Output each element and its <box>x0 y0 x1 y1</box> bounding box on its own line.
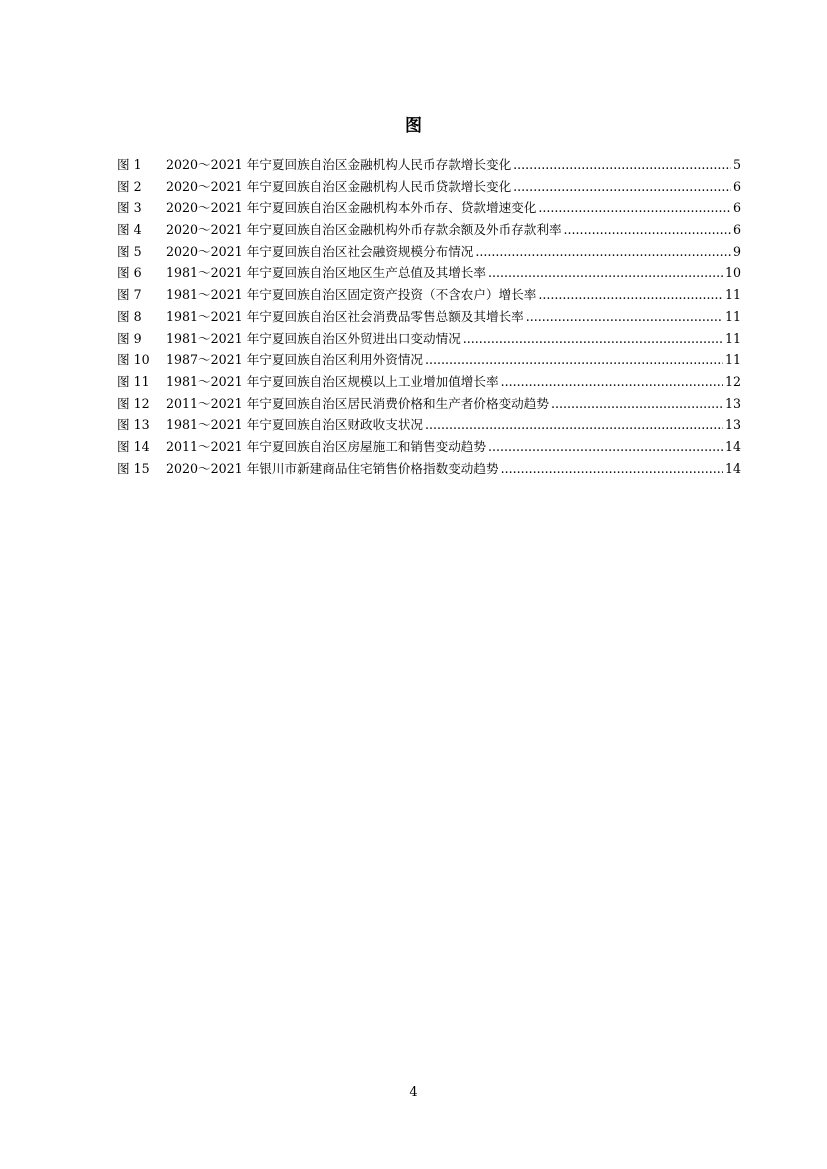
figure-label: 图 15 <box>117 460 150 476</box>
page-number: 9 <box>732 243 741 259</box>
dot-leader <box>501 371 723 393</box>
list-item[interactable] <box>117 436 741 458</box>
page-number: 11 <box>724 287 741 303</box>
figure-label: 图 1 <box>117 157 142 172</box>
page-number: 10 <box>724 265 741 281</box>
page-number: 14 <box>724 438 741 454</box>
figure-label: 图 8 <box>117 308 142 324</box>
figure-title: 2020～2021 年宁夏回族自治区社会融资规模分布情况 <box>166 243 474 259</box>
figure-title: 2020～2021 年宁夏回族自治区金融机构外币存款余额及外币存款利率 <box>166 222 562 238</box>
dot-leader <box>526 306 723 328</box>
page-number: 6 <box>732 200 741 216</box>
page-number: 11 <box>724 308 741 324</box>
dot-leader <box>475 241 731 263</box>
page-number: 6 <box>732 178 741 194</box>
page-number: 13 <box>724 395 741 411</box>
list-item[interactable] <box>117 328 741 350</box>
page-number: 12 <box>724 373 741 389</box>
figure-label: 图 3 <box>117 200 142 216</box>
figure-title: 2020～2021 年银川市新建商品住宅销售价格指数变动趋势 <box>166 460 499 476</box>
dot-leader <box>538 284 723 306</box>
footer-page-number: 4 <box>409 1085 418 1100</box>
figure-label: 图 14 <box>117 438 150 454</box>
figure-title: 1981～2021 年宁夏回族自治区地区生产总值及其增长率 <box>166 265 486 281</box>
figure-label: 图 7 <box>117 287 142 303</box>
list-item[interactable] <box>117 458 741 480</box>
figure-label: 图 12 <box>117 395 150 411</box>
dot-leader <box>538 197 731 219</box>
page-number: 11 <box>724 352 741 368</box>
figure-title: 2020～2021 年宁夏回族自治区金融机构人民币贷款增长变化 <box>166 178 512 194</box>
list-item[interactable] <box>117 219 741 241</box>
figure-label: 图 9 <box>117 330 142 346</box>
figure-label: 图 10 <box>117 352 150 368</box>
figure-label: 图 2 <box>117 178 142 194</box>
page-number: 6 <box>732 222 741 238</box>
list-item[interactable] <box>117 154 741 176</box>
page-number: 5 <box>732 157 741 172</box>
figure-title: 2011～2021 年宁夏回族自治区房屋施工和销售变动趋势 <box>166 438 486 454</box>
figure-title: 1981～2021 年宁夏回族自治区外贸进出口变动情况 <box>166 330 461 346</box>
dot-leader <box>513 176 731 198</box>
list-item[interactable] <box>117 414 741 436</box>
page-title: 图 <box>405 116 422 136</box>
figure-title: 1981～2021 年宁夏回族自治区规模以上工业增加值增长率 <box>166 373 499 389</box>
figure-label: 图 6 <box>117 265 142 281</box>
dot-leader <box>463 328 723 350</box>
page-number: 13 <box>724 417 741 433</box>
figure-label: 图 4 <box>117 222 142 238</box>
dot-leader <box>551 393 723 415</box>
figure-title: 1981～2021 年宁夏回族自治区固定资产投资（不含农户）增长率 <box>166 287 537 303</box>
list-item[interactable] <box>117 176 741 198</box>
figure-label: 图 13 <box>117 417 150 433</box>
list-item[interactable] <box>117 262 741 284</box>
dot-leader <box>488 262 723 284</box>
figure-title: 1981～2021 年宁夏回族自治区财政收支状况 <box>166 417 424 433</box>
figure-label: 图 5 <box>117 243 142 259</box>
list-item[interactable] <box>117 197 741 219</box>
list-item[interactable] <box>117 306 741 328</box>
figure-list <box>117 154 741 479</box>
list-item[interactable] <box>117 241 741 263</box>
figure-title: 1981～2021 年宁夏回族自治区社会消费品零售总额及其增长率 <box>166 308 524 324</box>
dot-leader <box>513 154 731 176</box>
dot-leader <box>425 414 723 436</box>
list-item[interactable] <box>117 349 741 371</box>
dot-leader <box>488 436 723 458</box>
figure-label: 图 11 <box>117 373 150 389</box>
figure-title: 2020～2021 年宁夏回族自治区金融机构本外币存、贷款增速变化 <box>166 200 537 216</box>
dot-leader <box>564 219 731 241</box>
figure-title: 2020～2021 年宁夏回族自治区金融机构人民币存款增长变化 <box>166 157 512 172</box>
dot-leader <box>425 349 723 371</box>
page-number: 14 <box>724 460 741 476</box>
page-number: 11 <box>724 330 741 346</box>
list-item[interactable] <box>117 284 741 306</box>
figure-title: 2011～2021 年宁夏回族自治区居民消费价格和生产者价格变动趋势 <box>166 395 549 411</box>
dot-leader <box>501 458 723 480</box>
list-item[interactable] <box>117 371 741 393</box>
list-item[interactable] <box>117 393 741 415</box>
figure-title: 1987～2021 年宁夏回族自治区利用外资情况 <box>166 352 424 368</box>
